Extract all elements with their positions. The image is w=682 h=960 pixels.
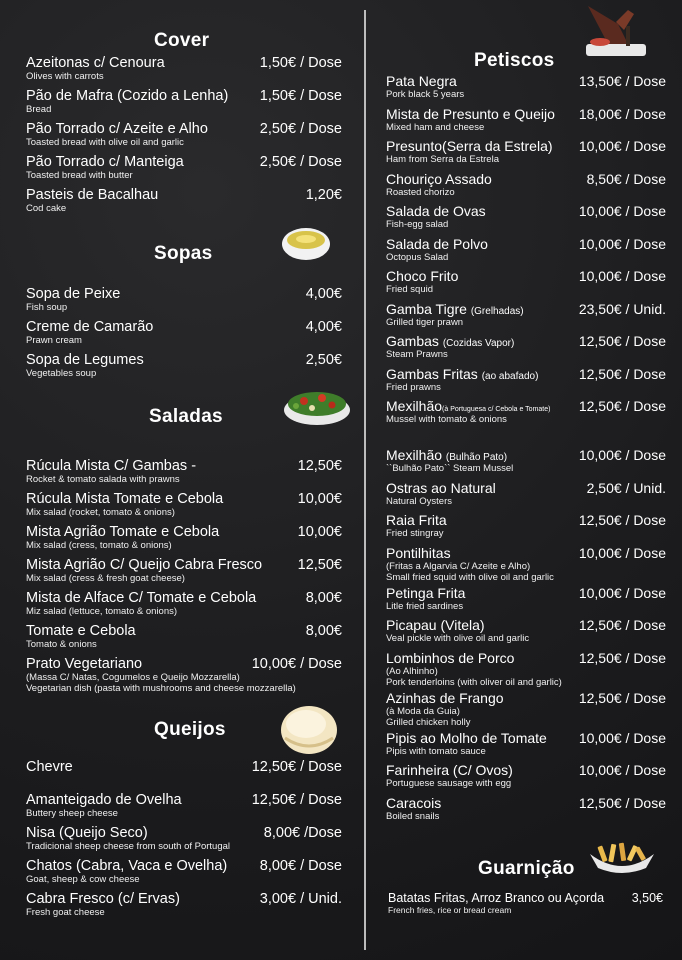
menu-item — [386, 447, 666, 474]
item-description: Rocket & tomato salada with prawns — [26, 474, 180, 485]
item-name: Sopa de Legumes — [26, 352, 144, 368]
item-description-en: Grilled chicken holly — [386, 717, 471, 728]
item-name: Lombinhos de Porco — [386, 650, 515, 666]
menu-item — [26, 792, 342, 819]
menu-item — [26, 88, 342, 115]
item-note: (Grelhadas) — [470, 306, 524, 317]
item-name: Pasteis de Bacalhau — [26, 187, 159, 203]
menu-item — [26, 319, 342, 346]
item-description: Boiled snails — [386, 811, 440, 822]
menu-item — [26, 121, 342, 148]
item-description: Olives with carrots — [26, 71, 104, 82]
item-name: Pão Torrado c/ Azeite e Alho — [26, 121, 208, 137]
item-description: Fish soup — [26, 302, 68, 313]
item-name: Mista de Alface C/ Tomate e Cebola — [26, 590, 257, 606]
item-description: Fish-egg salad — [386, 219, 449, 230]
item-description: Mix salad (cress & fresh goat cheese) — [26, 573, 185, 584]
item-description: Toasted bread with butter — [26, 170, 133, 181]
item-name: Pata Negra — [386, 73, 457, 89]
item-description: Toasted bread with olive oil and garlic — [26, 137, 184, 148]
item-name: Mexilhão — [386, 398, 443, 414]
item-name: Azinhas de Frango — [386, 690, 504, 706]
menu-item — [26, 623, 342, 650]
section-title-sopas: Sopas — [154, 243, 213, 264]
item-price: 12,50€ — [297, 458, 342, 474]
item-description: Fresh goat cheese — [26, 907, 105, 918]
item-price: 8,00€ — [305, 590, 342, 606]
menu-item — [26, 891, 342, 918]
item-name: Ostras ao Natural — [386, 480, 496, 496]
item-price: 10,00€ / Dose — [578, 447, 666, 463]
item-name: Mexilhão — [386, 447, 443, 463]
menu-item — [26, 154, 342, 181]
menu-item — [386, 301, 666, 328]
ham-holder-image — [578, 0, 652, 62]
item-description: Cod cake — [26, 203, 67, 214]
item-description: Mussel with tomato & onions — [386, 414, 507, 425]
item-price: 4,00€ — [305, 319, 342, 335]
item-name: Chouriço Assado — [386, 171, 492, 187]
menu-item — [386, 545, 666, 583]
item-price: 12,50€ / Dose — [578, 333, 666, 349]
item-description: Buttery sheep cheese — [26, 808, 118, 819]
menu-item — [386, 398, 666, 425]
item-name: Chatos (Cabra, Vaca e Ovelha) — [26, 858, 228, 874]
item-price: 13,50€ / Dose — [578, 73, 666, 89]
item-price: 8,00€ / Dose — [259, 858, 342, 874]
menu-item — [386, 73, 666, 100]
menu-item — [386, 762, 666, 789]
item-price: 10,00€ / Dose — [578, 268, 666, 284]
item-price: 10,00€ — [297, 524, 342, 540]
item-name: Sopa de Peixe — [26, 286, 121, 302]
item-price: 1,20€ — [305, 187, 342, 203]
item-description: Fried prawns — [386, 382, 441, 393]
item-name: Mista Agrião Tomate e Cebola — [26, 524, 220, 540]
item-price: 3,00€ / Unid. — [259, 891, 342, 907]
item-name: Presunto(Serra da Estrela) — [386, 138, 553, 154]
menu-item — [386, 333, 666, 360]
item-name: Gambas — [386, 333, 439, 349]
menu-item — [386, 585, 666, 612]
item-price: 10,00€ / Dose — [251, 656, 342, 672]
menu-item — [386, 650, 666, 688]
item-note: (ao abafado) — [481, 371, 539, 382]
item-price: 2,50€ / Dose — [259, 154, 342, 170]
item-description: Litle fried sardines — [386, 601, 464, 612]
menu-item — [26, 858, 342, 885]
item-description: Steam Prawns — [386, 349, 448, 360]
item-name: Rúcula Mista C/ Gambas - — [26, 458, 197, 474]
item-price: 12,50€ / Dose — [578, 366, 666, 382]
menu-item — [26, 352, 342, 379]
item-name: Picapau (Vitela) — [386, 617, 485, 633]
menu-item — [26, 557, 342, 584]
item-price: 10,00€ / Dose — [578, 545, 666, 561]
item-name: Pontilhitas — [386, 545, 451, 561]
item-price: 12,50€ / Dose — [251, 792, 342, 808]
item-price: 3,50€ — [631, 891, 663, 905]
item-description: Mix salad (rocket, tomato & onions) — [26, 507, 175, 518]
item-description: Pork black 5 years — [386, 89, 465, 100]
item-name: Tomate e Cebola — [26, 623, 136, 639]
item-description: Tomato & onions — [26, 639, 97, 650]
menu-item — [26, 458, 342, 485]
item-description: Miz salad (lettuce, tomato & onions) — [26, 606, 178, 617]
item-name: Mista Agrião C/ Queijo Cabra Fresco — [26, 557, 263, 573]
item-price: 12,50€ / Dose — [251, 759, 342, 775]
item-name: Prato Vegetariano — [26, 656, 143, 672]
item-description-en: Vegetarian dish (pasta with mushrooms and cheese mozzarella) — [26, 683, 296, 694]
menu-item — [26, 825, 342, 852]
item-price: 1,50€ / Dose — [259, 55, 342, 71]
item-price: 10,00€ — [297, 491, 342, 507]
menu-item — [386, 512, 666, 539]
item-name: Mista de Presunto e Queijo — [386, 106, 555, 122]
item-price: 8,50€ / Dose — [586, 171, 666, 187]
item-price: 2,50€ / Dose — [259, 121, 342, 137]
item-description: (à Moda da Guia) — [386, 706, 460, 717]
item-description: Octopus Salad — [386, 252, 449, 263]
item-description-en: Small fried squid with olive oil and garlic — [386, 572, 554, 583]
menu-item — [386, 138, 666, 165]
cheese-image — [279, 704, 339, 756]
menu-item — [26, 286, 342, 313]
item-note: (à Portuguesa c/ Cebola e Tomate) — [442, 406, 551, 413]
section-title-cover: Cover — [154, 30, 210, 51]
item-description: Bread — [26, 104, 52, 115]
item-price: 10,00€ / Dose — [578, 138, 666, 154]
item-name: Pão Torrado c/ Manteiga — [26, 154, 184, 170]
menu-item — [388, 891, 663, 916]
section-title-saladas: Saladas — [149, 406, 223, 427]
item-description: (Ao Alhinho) — [386, 666, 438, 677]
item-price: 12,50€ / Dose — [578, 617, 666, 633]
item-description: ``Bulhão Pato`` Steam Mussel — [386, 463, 514, 474]
item-price: 1,50€ / Dose — [259, 88, 342, 104]
item-description: Roasted chorizo — [386, 187, 455, 198]
item-name: Salada de Ovas — [386, 203, 486, 219]
item-price: 18,00€ / Dose — [578, 106, 666, 122]
item-name: Raia Frita — [386, 512, 447, 528]
item-name: Salada de Polvo — [386, 236, 488, 252]
item-description: Fried stingray — [386, 528, 444, 539]
menu-item — [386, 730, 666, 757]
item-description: Mix salad (cress, tomato & onions) — [26, 540, 172, 551]
menu-item — [26, 187, 342, 214]
menu-item — [386, 171, 666, 198]
item-note: (Bulhão Pato) — [445, 452, 508, 463]
item-price: 12,50€ / Dose — [578, 398, 666, 414]
item-name: Pão de Mafra (Cozido a Lenha) — [26, 88, 229, 104]
menu-item — [26, 55, 342, 82]
item-description: (Massa C/ Natas, Cogumelos e Queijo Mozzarella) — [26, 672, 240, 683]
item-name: Nisa (Queijo Seco) — [26, 825, 148, 841]
salad-bowl-image — [282, 386, 352, 428]
item-price: 2,50€ — [305, 352, 342, 368]
menu-item — [386, 203, 666, 230]
item-note: (Cozidas Vapor) — [442, 338, 515, 349]
item-description: Prawn cream — [26, 335, 82, 346]
item-name: Chevre — [26, 759, 73, 775]
menu-item — [386, 366, 666, 393]
menu-item — [386, 106, 666, 133]
item-description: (Fritas a Algarvia C/ Azeite e Alho) — [386, 561, 531, 572]
item-description-en: Pork tenderloins (with oliver oil and garlic) — [386, 677, 562, 688]
item-description: Grilled tiger prawn — [386, 317, 464, 328]
item-price: 4,00€ — [305, 286, 342, 302]
item-price: 10,00€ / Dose — [578, 585, 666, 601]
section-title-queijos: Queijos — [154, 719, 226, 740]
item-price: 10,00€ / Dose — [578, 236, 666, 252]
french-fries-image — [586, 838, 658, 876]
item-description: Mixed ham and cheese — [386, 122, 485, 133]
item-name: Petinga Frita — [386, 585, 466, 601]
item-description: Vegetables soup — [26, 368, 97, 379]
item-description: Goat, sheep & cow cheese — [26, 874, 140, 885]
item-name: Cabra Fresco (c/ Ervas) — [26, 891, 180, 907]
item-name: Gamba Tigre — [386, 301, 467, 317]
menu-item — [386, 236, 666, 263]
item-price: 10,00€ / Dose — [578, 203, 666, 219]
item-description: French fries, rice or bread cream — [388, 905, 512, 915]
menu-item — [26, 590, 342, 617]
item-price: 8,00€ — [305, 623, 342, 639]
item-price: 12,50€ / Dose — [578, 795, 666, 811]
item-price: 10,00€ / Dose — [578, 762, 666, 778]
item-price: 2,50€ / Unid. — [586, 480, 666, 496]
item-name: Rúcula Mista Tomate e Cebola — [26, 491, 224, 507]
menu-item — [26, 656, 342, 694]
item-name: Caracois — [386, 795, 442, 811]
menu-item — [26, 491, 342, 518]
item-price: 23,50€ / Unid. — [578, 301, 666, 317]
item-name: Batatas Fritas, Arroz Branco ou Açorda — [388, 891, 605, 905]
item-price: 12,50€ — [297, 557, 342, 573]
item-description: Ham from Serra da Estrela — [386, 154, 499, 165]
item-name: Choco Frito — [386, 268, 459, 284]
item-name: Farinheira (C/ Ovos) — [386, 762, 513, 778]
item-price: 12,50€ / Dose — [578, 690, 666, 706]
menu-item — [386, 795, 666, 822]
item-description: Tradicional sheep cheese from south of Portugal — [26, 841, 231, 852]
menu-item — [386, 690, 666, 728]
item-name: Creme de Camarão — [26, 319, 154, 335]
item-name: Gambas Fritas — [386, 366, 478, 382]
item-description: Natural Oysters — [386, 496, 452, 507]
item-name: Azeitonas c/ Cenoura — [26, 55, 165, 71]
item-price: 12,50€ / Dose — [578, 512, 666, 528]
item-price: 10,00€ / Dose — [578, 730, 666, 746]
item-description: Portuguese sausage with egg — [386, 778, 512, 789]
menu-item — [26, 524, 342, 551]
item-price: 12,50€ / Dose — [578, 650, 666, 666]
item-name: Pipis ao Molho de Tomate — [386, 730, 547, 746]
menu-item — [386, 617, 666, 644]
menu-item — [386, 268, 666, 295]
section-title-guarnicao: Guarnição — [478, 858, 575, 879]
item-price: 8,00€ /Dose — [263, 825, 342, 841]
menu-item — [26, 759, 342, 775]
soup-bowl-image — [280, 224, 332, 264]
section-title-petiscos: Petiscos — [474, 50, 555, 71]
item-description: Pipis with tomato sauce — [386, 746, 486, 757]
item-description: Veal pickle with olive oil and garlic — [386, 633, 530, 644]
item-description: Fried squid — [386, 284, 433, 295]
item-name: Amanteigado de Ovelha — [26, 792, 182, 808]
column-divider — [364, 10, 366, 950]
menu-item — [386, 480, 666, 507]
